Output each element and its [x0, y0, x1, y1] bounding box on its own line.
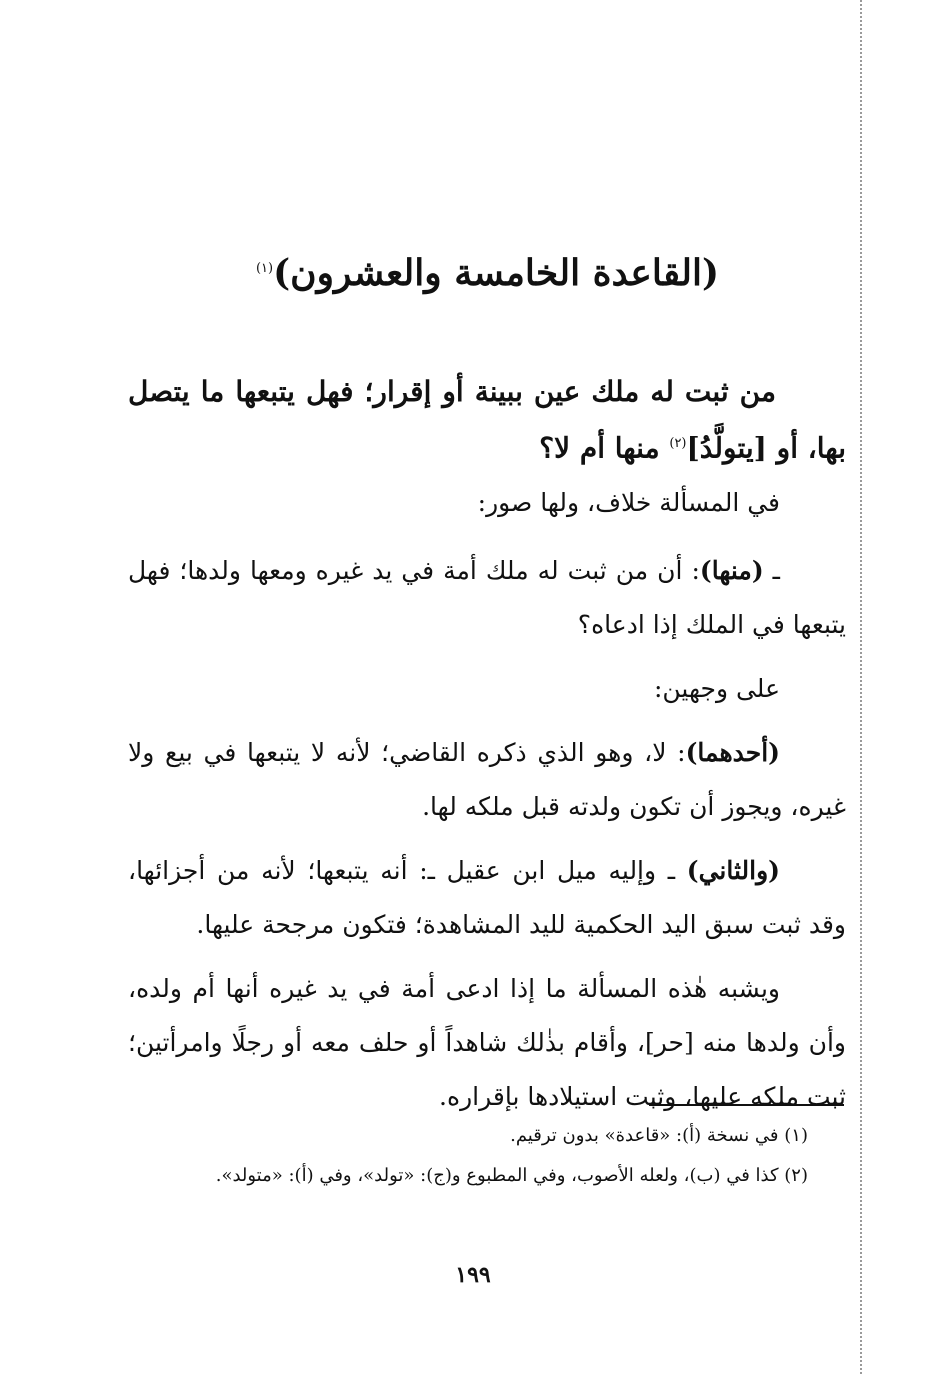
- paragraph-view-one: [128, 726, 846, 834]
- paragraph-intro: في المسألة خلاف، ولها صور:: [477, 488, 780, 517]
- rule-question: [128, 366, 846, 474]
- first-form-text: : أن من ثبت له ملك أمة في يد غيره ومعها ولدها؛ فهل يتبعها في الملك إذا ادعاه؟: [128, 556, 846, 639]
- rule-title: [130, 252, 845, 295]
- rule-question-text-a: من ثبت له ملك عين ببينة أو إقرار؛ فهل يتبعها ما يتصل بها، أو [يتولَّدُ]: [128, 375, 846, 465]
- footnote-1: (١) في نسخة (أ): «قاعدة» بدون ترقيم.: [510, 1125, 808, 1146]
- view-two-text: ـ وإليه ميل ابن عقيل ـ: أنه يتبعها؛ لأنه من أجزائها، وقد ثبت سبق اليد الحكمية لليد المشاهدة؛ فتكون مرجحة عليها.: [128, 856, 846, 939]
- view-one-label: (أحدهما): [685, 738, 780, 767]
- view-two-label: (والثاني): [686, 856, 780, 885]
- rule-title-text: (القاعدة الخامسة والعشرون): [273, 252, 720, 294]
- binding-edge-dotted-line: [860, 0, 862, 1374]
- main-text: [128, 476, 846, 1124]
- page-number: ١٩٩: [455, 1262, 491, 1288]
- question-footnote-ref[interactable]: (٢): [669, 436, 687, 451]
- view-one-text: : لا، وهو الذي ذكره القاضي؛ لأنه لا يتبعها في بيع ولا غيره، ويجوز أن تكون ولدته قبل ملكه لها.: [128, 738, 846, 821]
- footnote-2: (٢) كذا في (ب)، ولعله الأصوب، وفي المطبوع و(ج): «تولد»، وفي (أ): «متولد».: [215, 1165, 808, 1186]
- first-form-label: (منها): [699, 556, 764, 585]
- rule-question-text-b: منها أم لا؟: [539, 431, 670, 465]
- footnote-separator: [649, 1104, 844, 1106]
- paragraph-similar-case: ويشبه هٰذه المسألة ما إذا ادعى أمة في يد غيره أنها أم ولده، وأن ولدها منه [حر]، وأقام بذٰلك شاهداً أو حلف معه أو رجلًا وامرأتين؛ ثبت ملكه عليها، وثبت استيلادها بإقراره.: [128, 974, 846, 1111]
- paragraph-two-views: على وجهين:: [653, 674, 780, 703]
- paragraph-view-two: [128, 844, 846, 952]
- footnotes: [128, 1116, 846, 1196]
- title-footnote-ref[interactable]: (١): [255, 261, 274, 276]
- dash-prefix: ـ: [763, 556, 780, 585]
- paragraph-first-form: [128, 544, 846, 652]
